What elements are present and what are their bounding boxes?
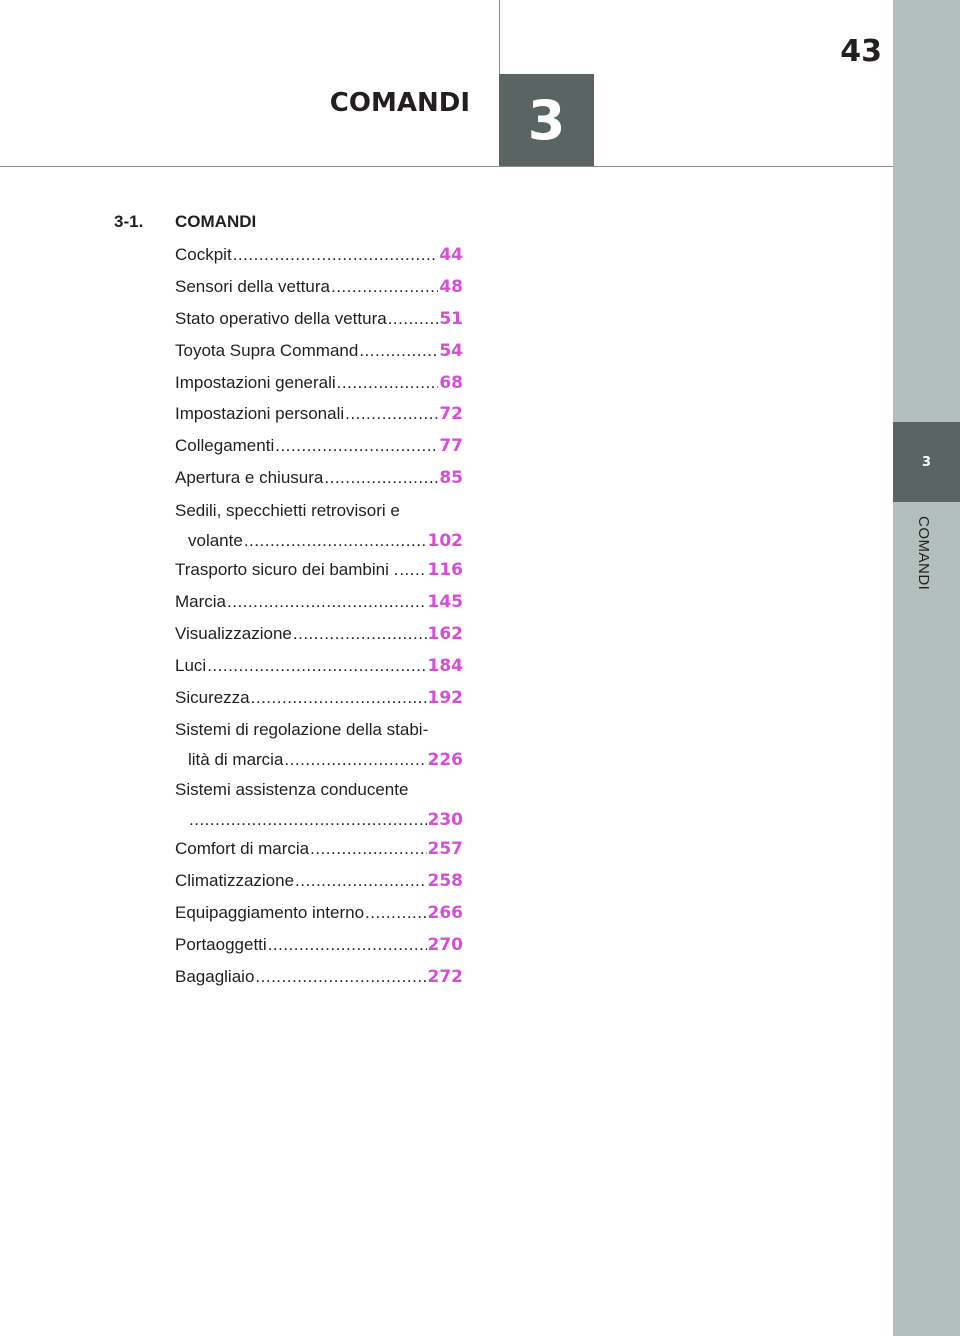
toc-entry-title: Portaoggetti <box>175 935 267 954</box>
toc-entry-title: Marcia <box>175 592 227 611</box>
toc-entry[interactable] <box>175 559 463 581</box>
toc-entry[interactable] <box>175 655 463 677</box>
toc-entry-title: Luci <box>175 656 207 675</box>
side-strip <box>893 0 960 1336</box>
toc-entry[interactable] <box>175 838 463 860</box>
toc-section-title: COMANDI <box>175 212 257 231</box>
toc-leader-dots <box>244 530 427 552</box>
toc-page-link[interactable]: 48 <box>439 277 463 297</box>
side-tab-label: COMANDI <box>915 516 932 591</box>
toc-entry[interactable] <box>175 403 463 425</box>
toc-entry[interactable] <box>175 779 463 831</box>
toc-entry-title: Comfort di marcia <box>175 839 310 858</box>
toc-leader-dots <box>251 687 427 709</box>
toc-entry[interactable] <box>175 719 463 771</box>
toc-page-link[interactable]: 272 <box>427 967 463 987</box>
toc-entry[interactable] <box>175 435 463 457</box>
toc-page-link[interactable]: 85 <box>439 468 463 488</box>
toc-page-link[interactable]: 68 <box>439 373 463 393</box>
side-tab-number: 3 <box>921 454 932 470</box>
toc-entry[interactable] <box>175 687 463 709</box>
toc-page-link[interactable]: 116 <box>427 560 463 580</box>
toc-entry-title: Equipaggiamento interno <box>175 903 365 922</box>
toc-page-link[interactable]: 54 <box>439 341 463 361</box>
toc-leader-dots <box>255 966 426 988</box>
toc-entry-title: Trasporto sicuro dei bambini . <box>175 560 399 579</box>
toc-entry[interactable] <box>175 308 463 330</box>
toc-page-link[interactable]: 257 <box>427 839 463 859</box>
toc-page-link[interactable]: 258 <box>427 871 463 891</box>
toc-leader-dots <box>284 749 426 771</box>
toc-page-link[interactable]: 192 <box>427 688 463 708</box>
toc-entry-title: Apertura e chiusura <box>175 468 324 487</box>
toc-leader-dots <box>331 276 438 298</box>
toc-leader-dots <box>233 244 439 266</box>
toc-leader-dots <box>337 372 439 394</box>
toc-entry-title: Impostazioni personali <box>175 404 345 423</box>
toc-page-link[interactable]: 230 <box>427 810 463 830</box>
toc-entry[interactable] <box>175 276 463 298</box>
toc-entry[interactable] <box>175 966 463 988</box>
toc-entry[interactable] <box>175 870 463 892</box>
toc-page-link[interactable]: 145 <box>427 592 463 612</box>
toc-entry[interactable] <box>175 372 463 394</box>
toc-page-link[interactable]: 102 <box>427 531 463 551</box>
toc-entry[interactable] <box>175 934 463 956</box>
toc-leader-dots <box>310 838 426 860</box>
toc-leader-dots <box>324 467 438 489</box>
toc-leader-dots <box>293 623 427 645</box>
toc-leader-dots <box>268 934 427 956</box>
toc-section-number: 3-1. <box>114 212 144 231</box>
toc-entry[interactable] <box>175 500 463 552</box>
toc-entry-title: Sistemi assistenza conducente <box>175 780 409 799</box>
toc-page-link[interactable]: 162 <box>427 624 463 644</box>
toc-leader-dots <box>275 435 438 457</box>
side-chapter-tab[interactable] <box>893 422 960 502</box>
toc-page-link[interactable]: 72 <box>439 404 463 424</box>
toc-leader-dots <box>295 870 426 892</box>
toc-entry-title: Stato operativo della vettura <box>175 309 387 328</box>
toc-page-link[interactable]: 266 <box>427 903 463 923</box>
toc-entry[interactable] <box>175 591 463 613</box>
toc-entry-title: Sedili, specchietti retrovisori e <box>175 501 400 520</box>
toc-page-link[interactable]: 44 <box>439 245 463 265</box>
toc-section-heading <box>114 212 256 232</box>
chapter-number: 3 <box>527 88 566 152</box>
toc-entry[interactable] <box>175 467 463 489</box>
toc-leader-dots <box>227 591 426 613</box>
toc-leader-dots <box>365 902 426 924</box>
toc-entry[interactable] <box>175 340 463 362</box>
toc-entry-title: volante <box>188 531 243 550</box>
toc-page-link[interactable]: 270 <box>427 935 463 955</box>
page-number: 43 <box>840 34 882 69</box>
toc-entry-title: Impostazioni generali <box>175 373 336 392</box>
toc-leader-dots <box>359 340 438 362</box>
toc-page-link[interactable]: 226 <box>427 750 463 770</box>
toc-leader-dots <box>388 308 439 330</box>
toc-leader-dots <box>189 809 427 831</box>
toc-entry-title: lità di marcia <box>188 750 284 769</box>
toc-leader-dots <box>207 655 426 677</box>
toc-entry-title: Toyota Supra Command <box>175 341 359 360</box>
toc-leader-dots <box>345 403 438 425</box>
toc-page-link[interactable]: 184 <box>427 656 463 676</box>
toc-entry-title: Sistemi di regolazione della stabi- <box>175 720 429 739</box>
toc-page-link[interactable]: 77 <box>439 436 463 456</box>
toc-entry-title: Sensori della vettura <box>175 277 330 296</box>
toc-page-link[interactable]: 51 <box>439 309 463 329</box>
toc-entry[interactable] <box>175 623 463 645</box>
toc-entry-title: Sicurezza <box>175 688 250 707</box>
toc-entry[interactable] <box>175 244 463 266</box>
toc-entry-title: Climatizzazione <box>175 871 295 890</box>
toc-entry-title: Bagagliaio <box>175 967 255 986</box>
toc-entry-title: Collegamenti <box>175 436 275 455</box>
toc-entry-title: Cockpit <box>175 245 232 264</box>
toc-entry[interactable] <box>175 902 463 924</box>
chapter-title: COMANDI <box>329 88 470 118</box>
toc-leader-dots <box>399 559 426 581</box>
toc-entry-title: Visualizzazione <box>175 624 292 643</box>
